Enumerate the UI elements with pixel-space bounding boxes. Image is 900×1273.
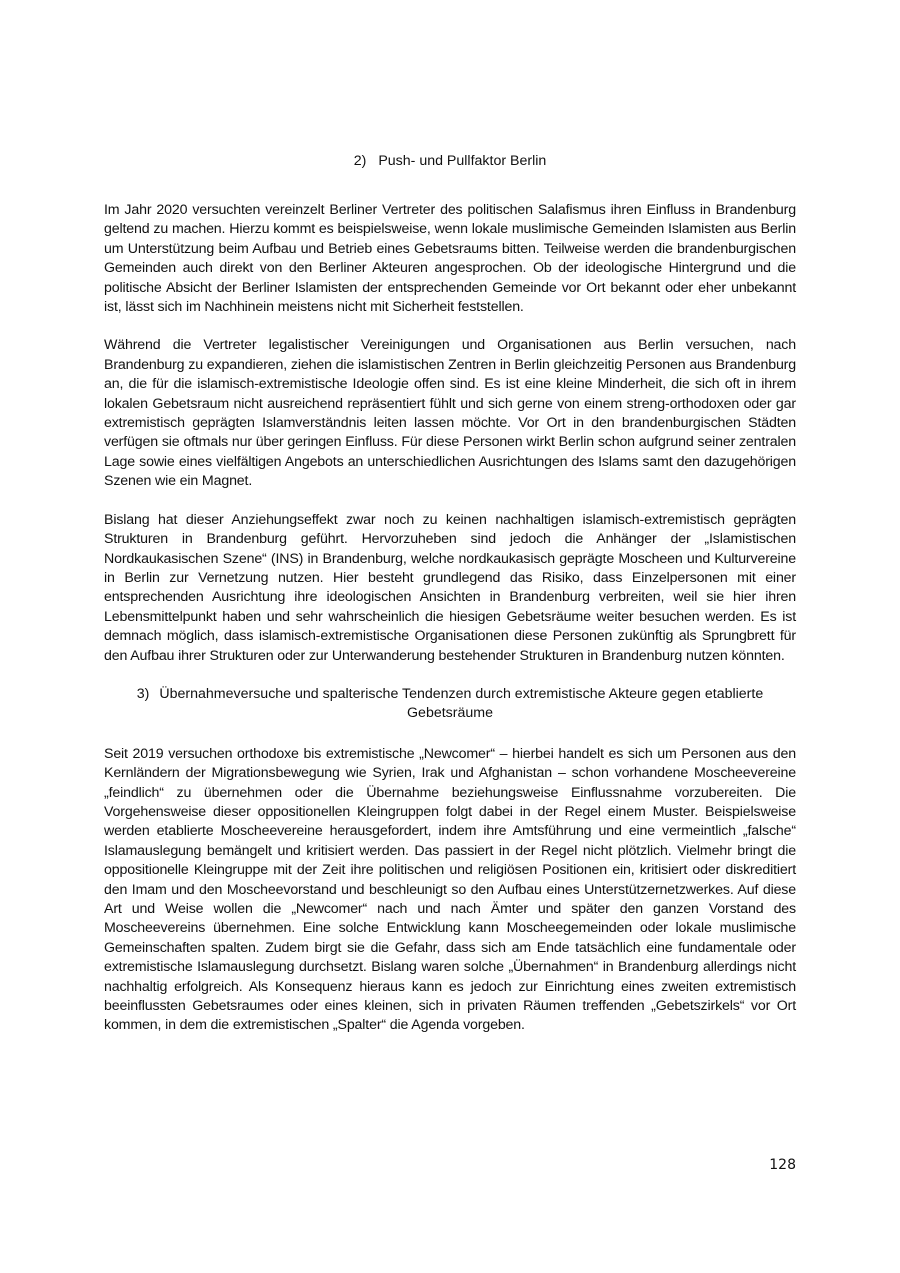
section-heading-3: [104, 685, 796, 724]
section-title: Push- und Pullfaktor Berlin: [378, 153, 547, 169]
section-title: Übernahmeversuche und spalterische Tendenzen durch extremistische Akteure gegen etablierte Gebetsräume: [159, 685, 764, 722]
section-number: 3): [136, 685, 150, 702]
page-number: 128: [769, 1157, 796, 1173]
paragraph: Während die Vertreter legalistischer Vereinigungen und Organisationen aus Berlin versuchen, nach Brandenburg zu expandieren, ziehen die islamistischen Zentren in Berlin gleichzeitig Personen aus Brandenburg an, die für die islamisch-extremistische Ideologie offen sind. Es ist eine kleine Minderheit, die sich oft in ihrem lokalen Gebetsraum nicht ausreichend repräsentiert fühlt und sich gerne von einem streng-orthodoxen oder gar extremistisch geprägten Islamverständnis leiten lassen möchte. Vor Ort in den brandenburgischen Städten verfügen sie oftmals nur über geringen Einfluss. Für diese Personen wirkt Berlin schon aufgrund seiner zentralen Lage sowie eines vielfältigen Angebots an unterschiedlichen Ausrichtungen des Islams samt den dazugehörigen Szenen wie ein Magnet.: [104, 337, 796, 490]
paragraph: Im Jahr 2020 versuchten vereinzelt Berliner Vertreter des politischen Salafismus ihren Einfluss in Brandenburg geltend zu machen. Hierzu kommt es beispielsweise, wenn lokale muslimische Gemeinden Islamisten aus Berlin um Unterstützung beim Aufbau und Betrieb eines Gebetsraums bitten. Teilweise werden die brandenburgischen Gemeinden auch direkt von den Berliner Akteuren angesprochen. Ob der ideologische Hintergrund und die politische Absicht der Berliner Islamisten der entsprechenden Gemeinde vor Ort bekannt oder eher unbekannt ist, lässt sich im Nachhinein meistens nicht mit Sicherheit feststellen.: [104, 202, 796, 316]
section-number: 2): [353, 153, 367, 169]
section-heading-2: [104, 152, 796, 171]
paragraph: Bislang hat dieser Anziehungseffekt zwar noch zu keinen nachhaltigen islamisch-extremistisch geprägten Strukturen in Brandenburg geführt. Hervorzuheben sind jedoch die Anhänger der „Islamistischen Nordkaukasischen Szene“ (INS) in Brandenburg, welche nordkaukasisch geprägte Moscheen und Kulturvereine in Berlin zur Vernetzung nutzen. Hier besteht grundlegend das Risiko, dass Einzelpersonen mit einer entsprechenden Ausrichtung ihre ideologischen Ansichten in Brandenburg verbreiten, weil sie hier ihren Lebensmittelpunkt haben und sehr wahrscheinlich die hiesigen Gebetsräume weiter besuchen werden. Es ist demnach möglich, dass islamisch-extremistische Organisationen diese Personen zukünftig als Sprungbrett für den Aufbau ihrer Strukturen oder zur Unterwanderung bestehender Strukturen in Brandenburg nutzen könnten.: [104, 511, 796, 664]
document-body: [104, 152, 796, 1055]
paragraph: Seit 2019 versuchen orthodoxe bis extremistische „Newcomer“ – hierbei handelt es sich um Personen aus den Kernländern der Migrationsbewegung wie Syrien, Irak und Afghanistan – schon vorhandene Moscheevereine „feindlich“ zu übernehmen oder die Übernahme beziehungsweise Einflussnahme vorzubereiten. Die Vorgehensweise dieser oppositionellen Kleingruppen folgt dabei in der Regel einem Muster. Beispielsweise werden etablierte Moscheevereine herausgefordert, indem ihre Amtsführung und eine vermeintlich „falsche“ Islamauslegung bemängelt und kritisiert werden. Das passiert in der Regel nicht plötzlich. Vielmehr bringt die oppositionelle Kleingruppe mit der Zeit ihre politischen und religiösen Positionen ein, kritisiert oder diskreditiert den Imam und den Moscheevorstand und beschleunigt so den Aufbau eines Unterstützernetzwerkes. Auf diese Art und Weise wollen die „Newcomer“ nach und nach Ämter und später den ganzen Vorstand des Moscheevereins übernehmen. Eine solche Entwicklung kann Moscheegemeinden oder lokale muslimische Gemeinschaften spalten. Zudem birgt sie die Gefahr, dass sich am Ende tatsächlich eine fundamentale oder extremistische Islamauslegung durchsetzt. Bislang waren solche „Übernahmen“ in Brandenburg allerdings nicht nachhaltig erfolgreich. Als Konsequenz hieraus kann es jedoch zur Einrichtung eines zweiten extremistisch beeinflussten Gebetsraumes oder eines kleinen, sich in privaten Räumen treffenden „Gebetszirkels“ vor Ort kommen, in dem die extremistischen „Spalter“ die Agenda vorgeben.: [104, 745, 796, 1034]
